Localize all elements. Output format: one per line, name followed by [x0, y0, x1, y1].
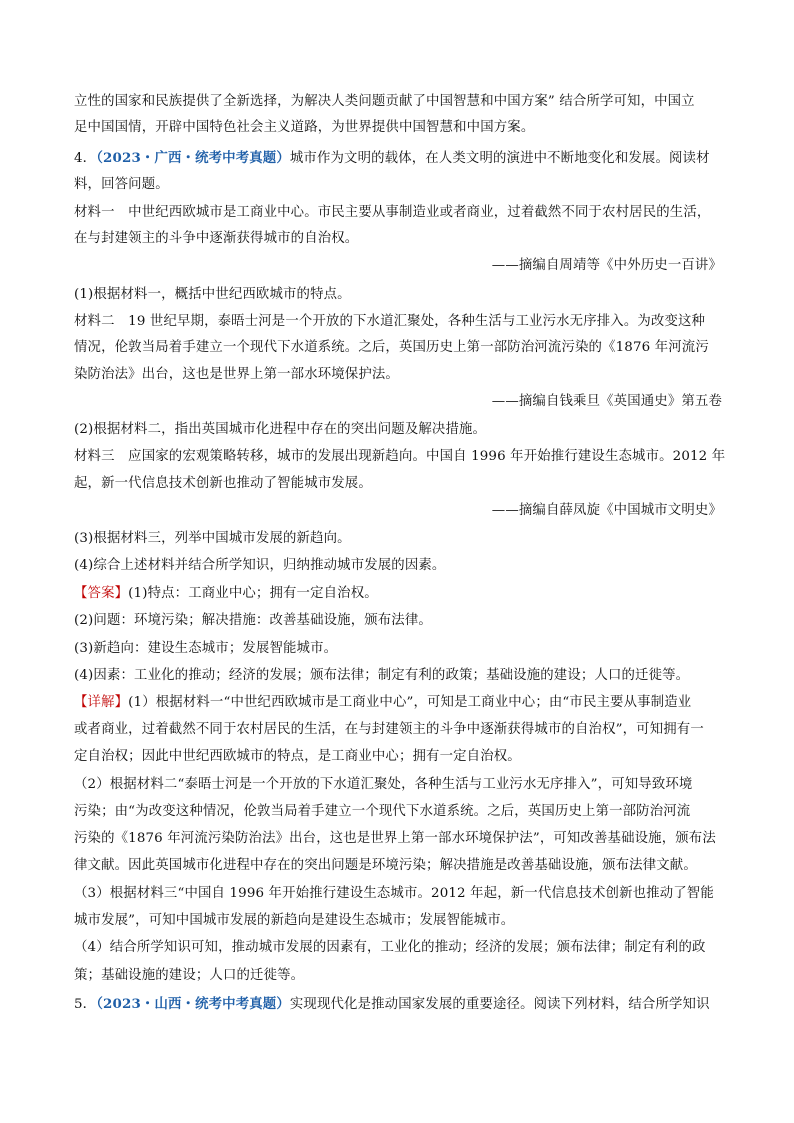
answer-1: (1)特点：工商业中心；拥有一定自治权。 [128, 586, 378, 601]
question-5-stem-text: 实现现代化是推动国家发展的重要途径。阅读下列材料，结合所学知识 [289, 997, 710, 1012]
question-5-stem [74, 995, 722, 1014]
question-4-stem-line-2: 料，回答问题。 [74, 177, 169, 192]
detail-1-line-2: 或者商业，过着截然不同于农村居民的生活，在与封建领主的斗争中逐渐获得城市的自治权”，可知拥有一 [74, 722, 704, 737]
detail-2-line-2: 污染；由“为改变这种情况，伦敦当局着手建立一个现代下水道系统。之后，英国历史上第一部防治河流 [74, 804, 691, 819]
question-4-number: 4． [74, 151, 97, 166]
detail-3-line-1: （3）根据材料三“中国自 1996 年开始推行建设生态城市。2012 年起，新一代信息技术创新也推动了智能 [74, 886, 714, 901]
material-1-line-2: 在与封建领主的斗争中逐渐获得城市的自治权。 [74, 231, 359, 246]
answer-line-1 [74, 585, 722, 603]
material-3-citation: ——摘编自薛凤旋《中国城市文明史》 [491, 503, 722, 518]
sub-question-4: (4)综合上述材料并结合所学知识，归纳推动城市发展的因素。 [74, 558, 446, 573]
detail-1-line-3: 定自治权；因此中世纪西欧城市的特点，是工商业中心；拥有一定自治权。 [74, 749, 521, 764]
answer-2: (2)问题：环境污染；解决措施：改善基础设施，颁布法律。 [74, 613, 432, 628]
sub-question-1: (1)根据材料一，概括中世纪西欧城市的特点。 [74, 287, 351, 302]
material-2-citation: ——摘编自钱乘旦《英国通史》第五卷 [491, 394, 722, 409]
detail-2-line-3: 污染的《1876 年河流污染防治法》出台，这也是世界上第一部水环境保护法”，可知改善基础设施，颁布法 [74, 831, 716, 846]
detail-tag: 【详解】 [74, 695, 129, 710]
material-3-line-1: 材料三 应国家的宏观策略转移，城市的发展出现新趋向。中国自 1996 年开始推行建设生态城市。2012 年 [74, 449, 726, 464]
sub-question-3: (3)根据材料三，列举中国城市发展的新趋向。 [74, 531, 351, 546]
intro-line-1: 立性的国家和民族提供了全新选择，为解决人类问题贡献了中国智慧和中国方案” 结合所学可知，中国立 [74, 94, 695, 109]
material-1-citation: ——摘编自周靖等《中外历史一百讲》 [491, 258, 722, 273]
answer-tag: 【答案】 [74, 586, 129, 601]
sub-question-2: (2)根据材料二，指出英国城市化进程中存在的突出问题及解决措施。 [74, 422, 487, 437]
detail-2-line-4: 律文献。因此英国城市化进程中存在的突出问题是环境污染；解决措施是改善基础设施，颁布法律文献。 [74, 858, 697, 873]
material-2-line-1: 材料二 19 世纪早期，泰晤士河是一个开放的下水道汇聚处，各种生活与工业污水无序排入。为改变这种 [74, 314, 706, 329]
intro-line-2: 足中国国情，开辟中国特色社会主义道路，为世界提供中国智慧和中国方案。 [74, 120, 535, 135]
detail-4-line-1: （4）结合所学知识可知，推动城市发展的因素有，工业化的推动；经济的发展；颁布法律；制定有利的政 [74, 940, 706, 955]
material-3-line-2: 起，新一代信息技术创新也推动了智能城市发展。 [74, 476, 372, 491]
detail-4-line-2: 策；基础设施的建设；人口的迁徙等。 [74, 968, 305, 983]
question-4-stem [74, 149, 722, 168]
material-1-line-1: 材料一 中世纪西欧城市是工商业中心。市民主要从事制造业或者商业，过着截然不同于农村居民的生活， [74, 205, 711, 220]
material-2-line-2: 情况，伦敦当局着手建立一个现代下水道系统。之后，英国历史上第一部防治河流污染的《1876 年河流污 [74, 340, 709, 355]
question-5-source: （2023・山西・统考中考真题） [96, 996, 290, 1012]
question-4-source: （2023・广西・统考中考真题） [96, 150, 290, 166]
answer-3: (3)新趋向：建设生态城市；发展智能城市。 [74, 641, 338, 656]
detail-3-line-2: 城市发展”，可知中国城市发展的新趋向是建设生态城市；发展智能城市。 [74, 913, 515, 928]
detail-2-line-1: （2）根据材料二“泰晤士河是一个开放的下水道汇聚处，各种生活与工业污水无序排入”，可知导致环境 [74, 777, 693, 792]
material-2-line-3: 染防治法》出台，这也是世界上第一部水环境保护法。 [74, 367, 399, 382]
detail-1-line-1 [74, 694, 722, 712]
detail-1-text: (1）根据材料一“中世纪西欧城市是工商业中心”，可知是工商业中心；由“市民主要从事制造业 [128, 695, 692, 710]
answer-4: (4)因素：工业化的推动；经济的发展；颁布法律；制定有利的政策；基础设施的建设；人口的迁徙等。 [74, 668, 690, 683]
question-5-number: 5． [74, 997, 97, 1012]
question-4-stem-text: 城市作为文明的载体，在人类文明的演进中不断地变化和发展。阅读材 [289, 151, 710, 166]
